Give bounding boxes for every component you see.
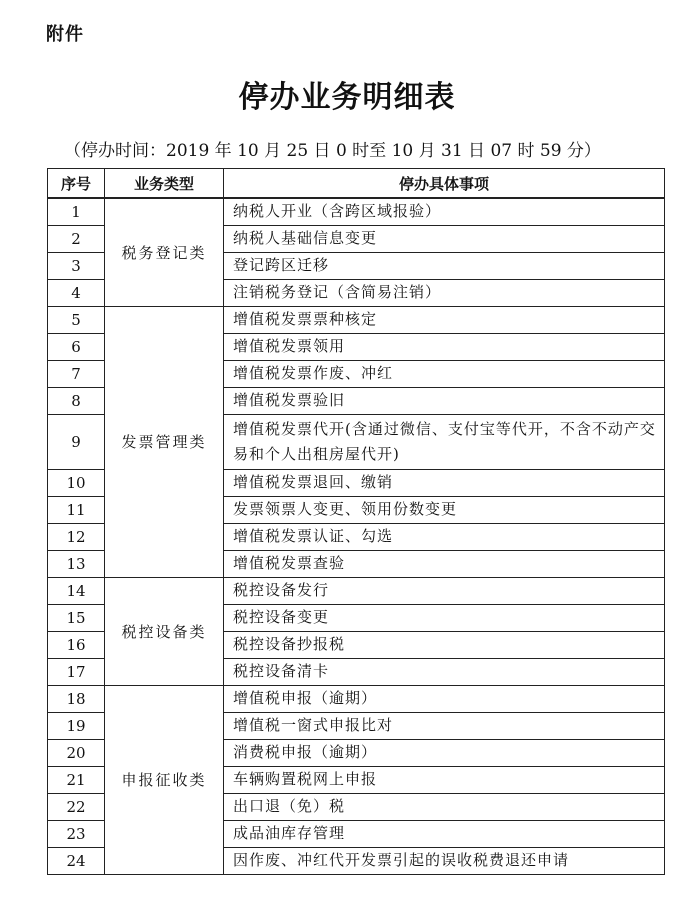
row-number: 9 xyxy=(48,414,105,469)
column-header-item: 停办具体事项 xyxy=(224,169,665,199)
service-item: 纳税人开业（含跨区域报验） xyxy=(224,198,665,225)
service-item: 因作废、冲红代开发票引起的误收税费退还申请 xyxy=(224,847,665,874)
row-number: 17 xyxy=(48,658,105,685)
row-number: 2 xyxy=(48,225,105,252)
service-item: 税控设备变更 xyxy=(224,604,665,631)
row-number: 8 xyxy=(48,387,105,414)
column-header-number: 序号 xyxy=(48,169,105,199)
service-item: 登记跨区迁移 xyxy=(224,252,665,279)
category-cell: 发票管理类 xyxy=(105,306,224,577)
suspended-services-table xyxy=(47,168,665,875)
service-item: 增值税发票退回、缴销 xyxy=(224,469,665,496)
row-number: 5 xyxy=(48,306,105,333)
service-item: 增值税发票验旧 xyxy=(224,387,665,414)
row-number: 19 xyxy=(48,712,105,739)
row-number: 4 xyxy=(48,279,105,306)
service-item: 纳税人基础信息变更 xyxy=(224,225,665,252)
service-item: 增值税申报（逾期） xyxy=(224,685,665,712)
row-number: 11 xyxy=(48,496,105,523)
row-number: 1 xyxy=(48,198,105,225)
row-number: 15 xyxy=(48,604,105,631)
category-cell: 申报征收类 xyxy=(105,685,224,874)
suspension-period: （停办时间：2019 年 10 月 25 日 0 时至 10 月 31 日 07 时 59 分） xyxy=(64,141,601,161)
service-item: 税控设备清卡 xyxy=(224,658,665,685)
service-item: 消费税申报（逾期） xyxy=(224,739,665,766)
category-cell: 税控设备类 xyxy=(105,577,224,685)
service-item: 注销税务登记（含简易注销） xyxy=(224,279,665,306)
service-item: 成品油库存管理 xyxy=(224,820,665,847)
row-number: 10 xyxy=(48,469,105,496)
column-header-category: 业务类型 xyxy=(105,169,224,199)
row-number: 13 xyxy=(48,550,105,577)
row-number: 7 xyxy=(48,360,105,387)
row-number: 16 xyxy=(48,631,105,658)
service-item: 出口退（免）税 xyxy=(224,793,665,820)
service-item: 增值税发票票种核定 xyxy=(224,306,665,333)
service-item: 增值税发票认证、勾选 xyxy=(224,523,665,550)
row-number: 20 xyxy=(48,739,105,766)
row-number: 22 xyxy=(48,793,105,820)
row-number: 24 xyxy=(48,847,105,874)
service-item: 增值税发票查验 xyxy=(224,550,665,577)
table-row xyxy=(48,685,665,712)
service-item: 增值税发票领用 xyxy=(224,333,665,360)
row-number: 6 xyxy=(48,333,105,360)
service-item: 车辆购置税网上申报 xyxy=(224,766,665,793)
service-item: 增值税发票代开(含通过微信、支付宝等代开，不含不动产交易和个人出租房屋代开) xyxy=(224,414,665,469)
service-item: 增值税一窗式申报比对 xyxy=(224,712,665,739)
service-item: 发票领票人变更、领用份数变更 xyxy=(224,496,665,523)
page-title: 停办业务明细表 xyxy=(238,80,456,115)
row-number: 3 xyxy=(48,252,105,279)
service-item: 税控设备抄报税 xyxy=(224,631,665,658)
table-header-row xyxy=(48,169,665,199)
service-item: 增值税发票作废、冲红 xyxy=(224,360,665,387)
row-number: 21 xyxy=(48,766,105,793)
row-number: 18 xyxy=(48,685,105,712)
table-row xyxy=(48,306,665,333)
category-cell: 税务登记类 xyxy=(105,198,224,306)
attachment-label: 附件 xyxy=(46,24,84,45)
row-number: 12 xyxy=(48,523,105,550)
row-number: 14 xyxy=(48,577,105,604)
service-item: 税控设备发行 xyxy=(224,577,665,604)
table-row xyxy=(48,198,665,225)
table-row xyxy=(48,577,665,604)
row-number: 23 xyxy=(48,820,105,847)
